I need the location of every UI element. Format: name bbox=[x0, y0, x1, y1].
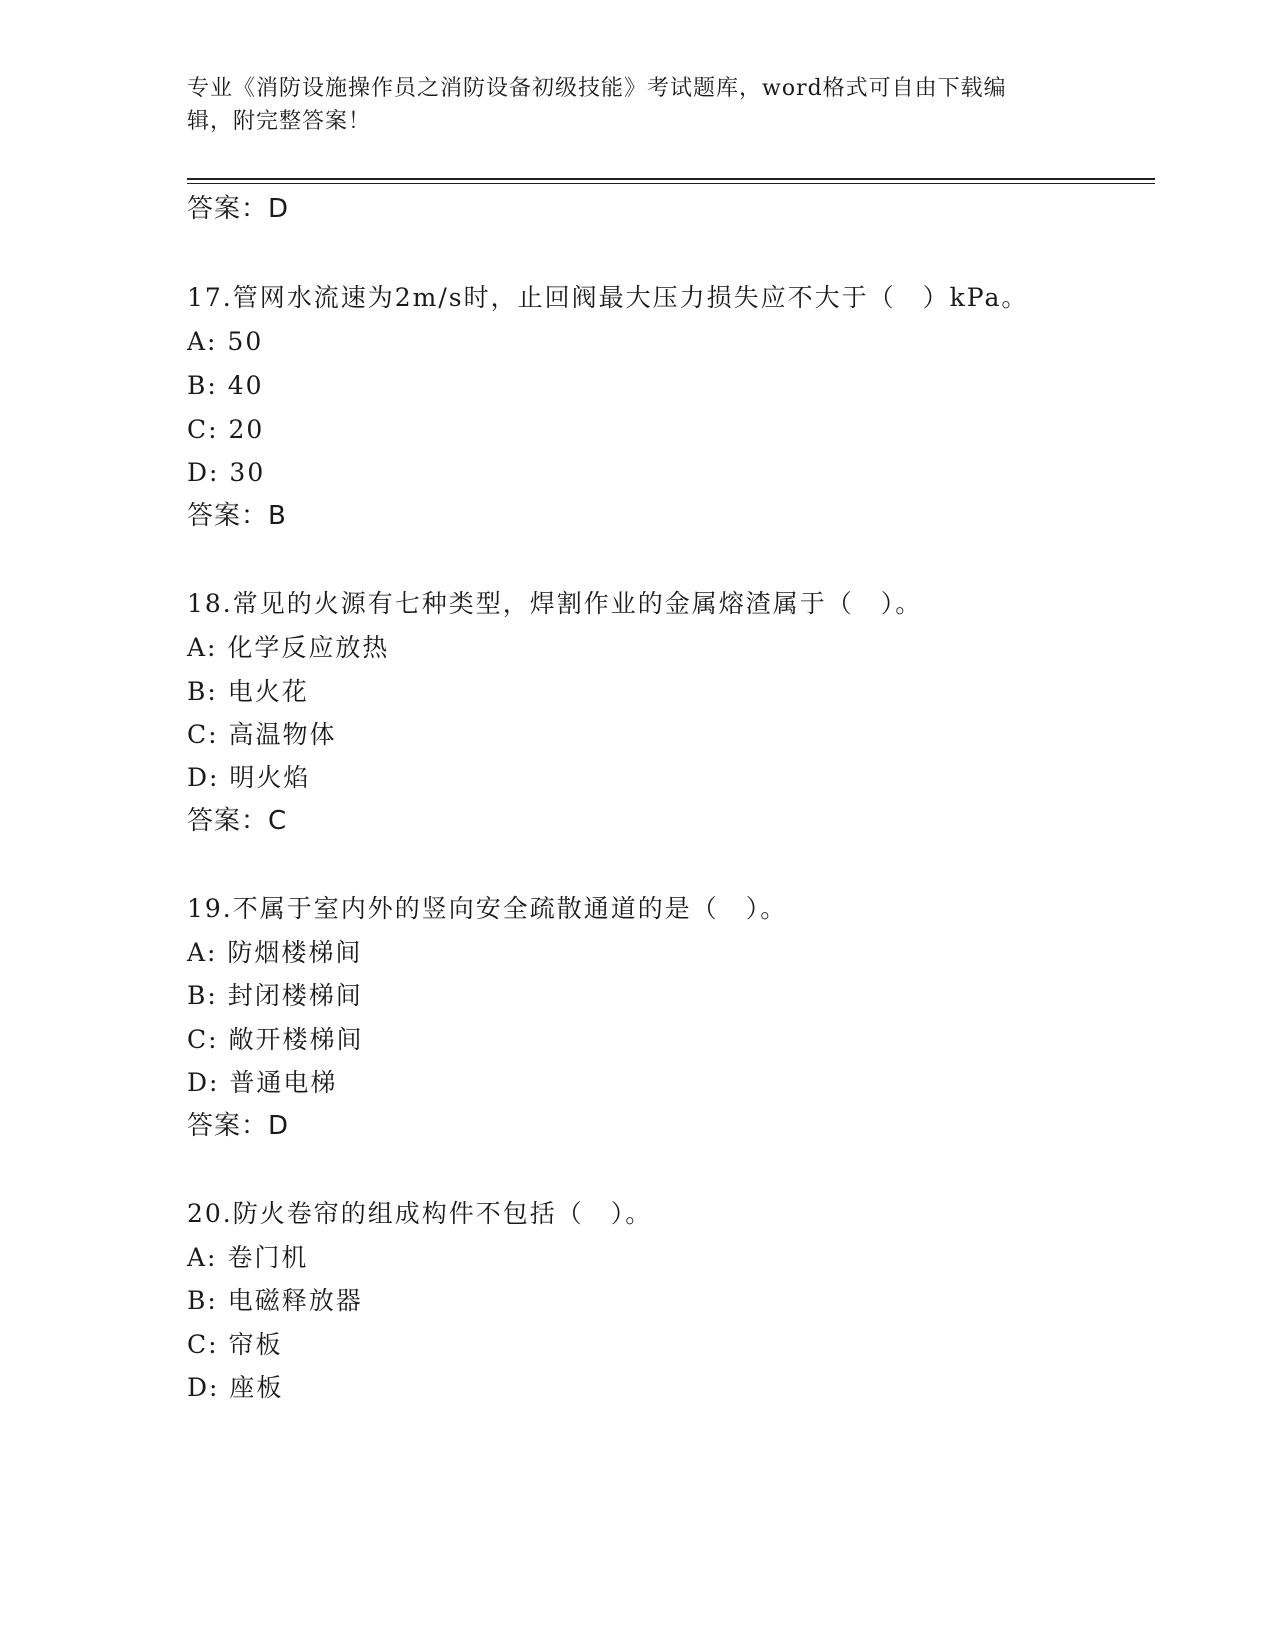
question-19-option-d: D: 普通电梯 bbox=[187, 1068, 338, 1097]
question-19-answer: 答案：D bbox=[187, 1111, 290, 1141]
question-19-option-a: A: 防烟楼梯间 bbox=[187, 938, 363, 967]
question-18-stem: 18.常见的火源有七种类型，焊割作业的金属熔渣属于（ ）。 bbox=[187, 589, 923, 618]
question-20-option-b: B: 电磁释放器 bbox=[187, 1286, 363, 1315]
question-17-option-c: C: 20 bbox=[187, 415, 265, 444]
question-18-option-d: D: 明火焰 bbox=[187, 763, 311, 792]
question-17-stem: 17.管网水流速为2m/s时，止回阀最大压力损失应不大于（ ）kPa。 bbox=[187, 283, 1029, 312]
question-17-answer: 答案：B bbox=[187, 501, 287, 531]
question-18-option-a: A: 化学反应放热 bbox=[187, 633, 390, 662]
question-17-option-d: D: 30 bbox=[187, 458, 266, 487]
question-20-stem: 20.防火卷帘的组成构件不包括（ ）。 bbox=[187, 1199, 653, 1228]
question-19-stem: 19.不属于室内外的竖向安全疏散通道的是（ ）。 bbox=[187, 894, 788, 923]
document-header bbox=[187, 72, 1087, 138]
question-18-option-c: C: 高温物体 bbox=[187, 720, 337, 749]
question-18-answer: 答案：C bbox=[187, 806, 288, 836]
question-17-option-a: A: 50 bbox=[187, 327, 264, 356]
question-19-option-b: B: 封闭楼梯间 bbox=[187, 981, 363, 1010]
header-line-2: 辑，附完整答案！ bbox=[187, 109, 372, 134]
answer-previous: 答案：D bbox=[187, 194, 290, 224]
question-19-option-c: C: 敞开楼梯间 bbox=[187, 1025, 364, 1054]
header-divider-thin bbox=[187, 183, 1155, 184]
question-20-option-d: D: 座板 bbox=[187, 1373, 284, 1402]
question-20-option-a: A: 卷门机 bbox=[187, 1243, 309, 1272]
question-18-option-b: B: 电火花 bbox=[187, 677, 309, 706]
header-divider bbox=[187, 178, 1155, 180]
question-20-option-c: C: 帘板 bbox=[187, 1330, 283, 1359]
header-line-1: 专业《消防设施操作员之消防设备初级技能》考试题库，word格式可自由下载编 bbox=[187, 76, 1007, 101]
question-17-option-b: B: 40 bbox=[187, 371, 264, 400]
